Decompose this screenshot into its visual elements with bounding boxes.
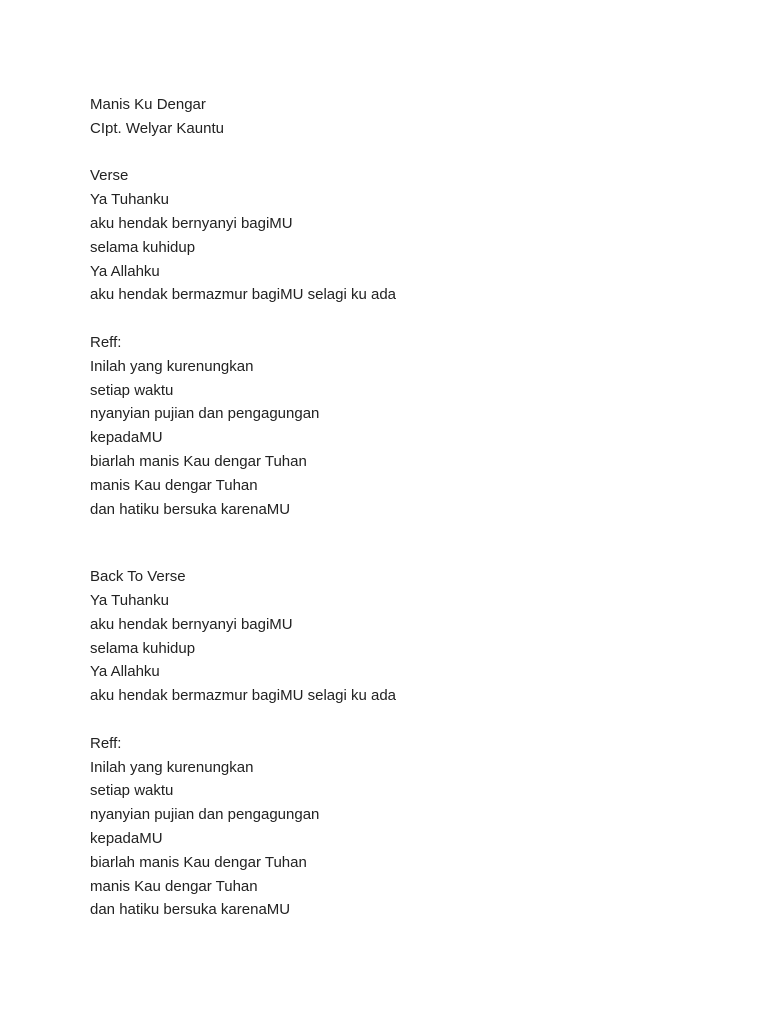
blank-line	[90, 521, 396, 565]
lyric-line: selama kuhidup	[90, 238, 196, 256]
blank-line	[90, 307, 396, 331]
lyric-line: kepadaMU	[90, 829, 163, 847]
lyric-line: Inilah yang kurenungkan	[90, 357, 254, 375]
lyric-line: nyanyian pujian dan pengagungan	[90, 806, 320, 824]
section-label-back-to-verse: Back To Verse	[90, 568, 186, 586]
lyric-line: dan hatiku bersuka karenaMU	[90, 901, 291, 919]
lyric-line: biarlah manis Kau dengar Tuhan	[90, 452, 307, 470]
song-credit: CIpt. Welyar Kauntu	[90, 119, 224, 137]
blank-line	[90, 708, 396, 732]
lyric-line: Ya Allahku	[90, 663, 160, 681]
section-label-reff: Reff:	[90, 734, 122, 752]
lyric-line: aku hendak bernyanyi bagiMU	[90, 214, 293, 232]
lyric-line: kepadaMU	[90, 429, 163, 447]
lyric-line: Inilah yang kurenungkan	[90, 758, 254, 776]
lyric-line: Ya Tuhanku	[90, 191, 169, 209]
lyric-line: aku hendak bermazmur bagiMU selagi ku ada	[90, 286, 396, 304]
lyric-line: selama kuhidup	[90, 639, 196, 657]
lyric-line: nyanyian pujian dan pengagungan	[90, 405, 320, 423]
lyric-line: Ya Allahku	[90, 262, 160, 280]
lyrics-body	[90, 93, 396, 922]
lyric-line: Ya Tuhanku	[90, 591, 169, 609]
lyric-line: setiap waktu	[90, 381, 174, 399]
lyric-line: aku hendak bernyanyi bagiMU	[90, 615, 293, 633]
lyric-line: dan hatiku bersuka karenaMU	[90, 500, 291, 518]
section-label-verse: Verse	[90, 167, 129, 185]
lyric-line: manis Kau dengar Tuhan	[90, 476, 258, 494]
lyric-line: manis Kau dengar Tuhan	[90, 877, 258, 895]
lyric-line: aku hendak bermazmur bagiMU selagi ku ada	[90, 687, 396, 705]
song-title: Manis Ku Dengar	[90, 96, 206, 113]
lyric-line: biarlah manis Kau dengar Tuhan	[90, 853, 307, 871]
lyric-line: setiap waktu	[90, 782, 174, 800]
section-label-reff: Reff:	[90, 333, 122, 351]
blank-line	[90, 141, 396, 165]
